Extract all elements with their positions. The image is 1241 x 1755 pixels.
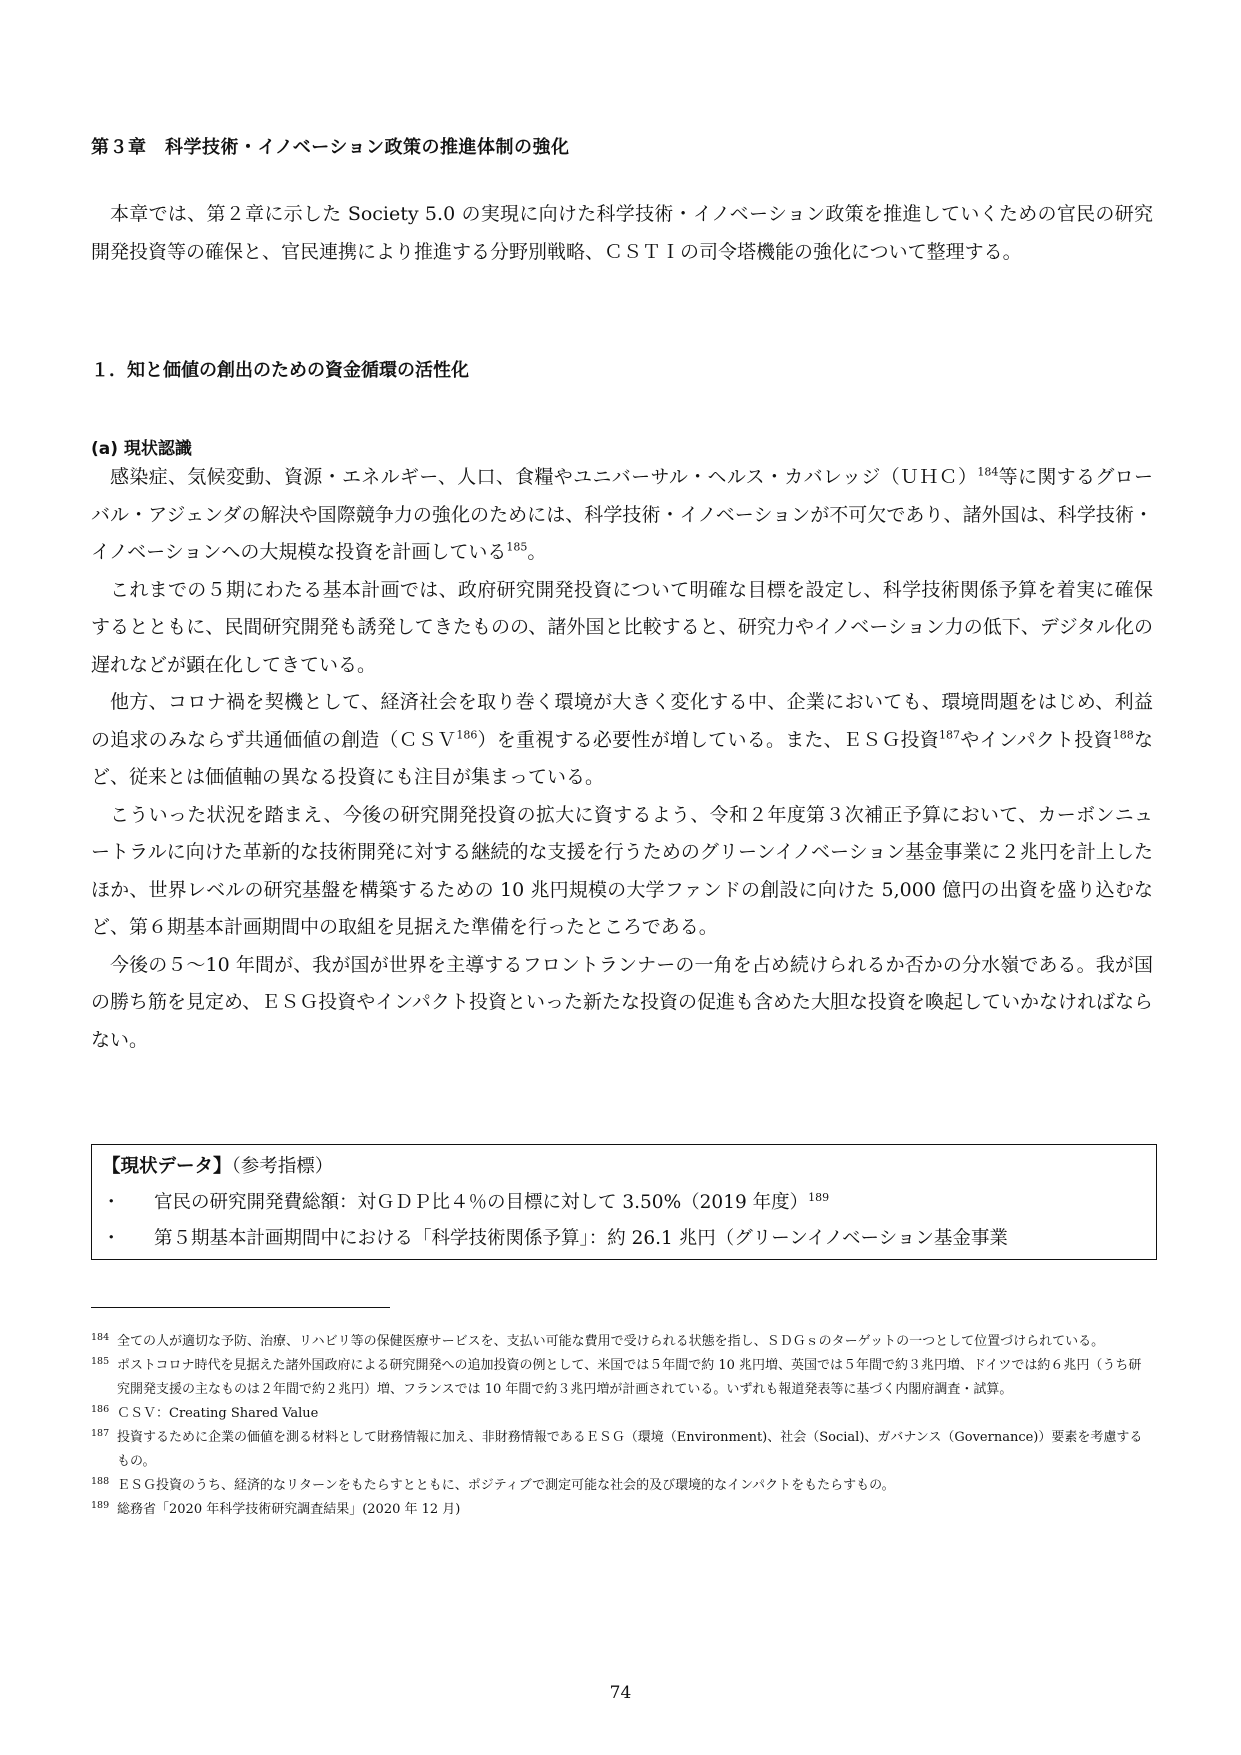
paragraph-3 [91, 684, 1153, 797]
status-data-item [102, 1221, 1146, 1257]
bullet-icon: ・ [102, 1192, 121, 1213]
footnote [91, 1426, 1151, 1474]
footnote-number: 187 [91, 1428, 110, 1439]
intro-paragraph: 本章では、第２章に示した Society 5.0 の実現に向けた科学技術・イノベーション政策を推進していくための官民の研究開発投資等の確保と、官民連携により推進する分野別戦略、ＣＳＴＩの司令塔機能の強化について整理する。 [91, 203, 1153, 263]
footnote-ref-184: 184 [977, 465, 999, 479]
paragraph-3-text-a: 他方、コロナ禍を契機として、経済社会を取り巻く環境が大きく変化する中、企業においても、環境問題をはじめ、利益の追求のみならず共通価値の創造（ＣＳＶ [91, 691, 1153, 751]
footnote [91, 1498, 1151, 1522]
status-data-heading-bold: 【現状データ】 [102, 1156, 232, 1177]
footnote-text: 全ての人が適切な予防、治療、リハビリ等の保健医療サービスを、支払い可能な費用で受けられる状態を指し、ＳＤＧｓのターゲットの一つとして位置づけられている。 [117, 1334, 1105, 1349]
section-title: １．知と価値の創出のための資金循環の活性化 [91, 360, 469, 381]
footnotes [91, 1330, 1151, 1522]
paragraph-3-text-b: ）を重視する必要性が増している。また、ＥＳＧ投資 [477, 728, 940, 751]
status-data-item-text: 第５期基本計画期間中における「科学技術関係予算」：約 26.1 兆円（グリーンイノベーション基金事業 [154, 1228, 1008, 1249]
chapter-title: 第３章 科学技術・イノベーション政策の推進体制の強化 [91, 137, 570, 158]
status-data-box [91, 1144, 1157, 1260]
paragraph-2: これまでの５期にわたる基本計画では、政府研究開発投資について明確な目標を設定し、科学技術関係予算を着実に確保するとともに、民間研究開発も誘発してきたものの、諸外国と比較すると、研究力やイノベーション力の低下、デジタル化の遅れなどが顕在化してきている。 [91, 578, 1153, 676]
footnote-number: 188 [91, 1476, 110, 1487]
paragraph-5: 今後の５～10 年間が、我が国が世界を主導するフロントランナーの一角を占め続けられるか否かの分水嶺である。我が国の勝ち筋を見定め、ＥＳＧ投資やインパクト投資といった新たな投資の促進も含めた大胆な投資を喚起していかなければならない。 [91, 953, 1153, 1051]
footnote-number: 184 [91, 1332, 110, 1343]
paragraph-4: こういった状況を踏まえ、今後の研究開発投資の拡大に資するよう、令和２年度第３次補正予算において、カーボンニュートラルに向けた革新的な技術開発に対する継続的な支援を行うためのグリーンイノベーション基金事業に２兆円を計上したほか、世界レベルの研究基盤を構築するための 10 兆円規模の大学ファンドの創設に向けた 5,000 億円の出資を盛り込むなど、第６期基本計画期間中の取組を見据えた準備を行ったところである。 [91, 803, 1153, 938]
status-data-item-text: 官民の研究開発費総額：対ＧＤＰ比４％の目標に対して 3.50%（2019 年度） [154, 1192, 809, 1213]
footnote [91, 1330, 1151, 1354]
subsection-title: (a) 現状認識 [91, 439, 192, 459]
footnote-text: 投資するために企業の価値を測る材料として財務情報に加え、非財務情報であるＥＳＧ（環境（Environment)、社会（Social)、ガバナンス（Governance)）要素を考慮するもの。 [117, 1430, 1143, 1469]
main-body [91, 459, 1153, 1059]
footnote-ref-186: 186 [456, 728, 478, 742]
footnote-text: ＣＳＶ：Creating Shared Value [117, 1406, 319, 1421]
paragraph-1-text-b: 等に関するグローバル・アジェンダの解決や国際競争力の強化のためには、科学技術・イノベーションが不可欠であり、諸外国は、科学技術・イノベーションへの大規模な投資を計画している [91, 466, 1153, 563]
page-number: 74 [609, 1683, 632, 1703]
footnote-number: 185 [91, 1356, 110, 1367]
footnote-ref-188: 188 [1112, 728, 1134, 742]
intro-block [91, 196, 1153, 271]
status-data-heading-note: （参考指標） [231, 1156, 334, 1177]
paragraph-3-text-d: など、従来とは価値軸の異なる投資にも注目が集まっている。 [91, 728, 1153, 788]
footnote-ref-187: 187 [939, 728, 961, 742]
footnote-ref-189: 189 [808, 1190, 830, 1204]
footnote-text: 総務省「2020 年科学技術研究調査結果」(2020 年 12 月) [117, 1502, 461, 1517]
footnote [91, 1474, 1151, 1498]
paragraph-1-text-c: 。 [527, 541, 547, 563]
footnote-number: 189 [91, 1500, 110, 1511]
paragraph-3-text-c: やインパクト投資 [960, 728, 1113, 751]
footnote-divider [91, 1307, 390, 1308]
footnote [91, 1402, 1151, 1426]
footnote-text: ＥＳＧ投資のうち、経済的なリターンをもたらすとともに、ポジティブで測定可能な社会的及び環境的なインパクトをもたらすもの。 [117, 1478, 895, 1493]
footnote-ref-185: 185 [506, 540, 528, 554]
footnote-text: ポストコロナ時代を見据えた諸外国政府による研究開発への追加投資の例として、米国では５年間で約 10 兆円増、英国では５年間で約３兆円増、ドイツでは約６兆円（うち研究開発支援の主なものは２年間で約２兆円）増、フランスでは 10 年間で約３兆円増が計画されている。いずれも報道発表等に基づく内閣府調査・試算。 [117, 1358, 1142, 1397]
paragraph-1-text-a: 感染症、気候変動、資源・エネルギー、人口、食糧やユニバーサル・ヘルス・カバレッジ（ＵＨＣ） [110, 466, 978, 488]
paragraph-1 [91, 459, 1153, 572]
status-data-heading [102, 1149, 1146, 1185]
status-data-item [102, 1185, 1146, 1221]
footnote [91, 1354, 1151, 1402]
bullet-icon: ・ [102, 1228, 121, 1249]
footnote-number: 186 [91, 1404, 110, 1415]
